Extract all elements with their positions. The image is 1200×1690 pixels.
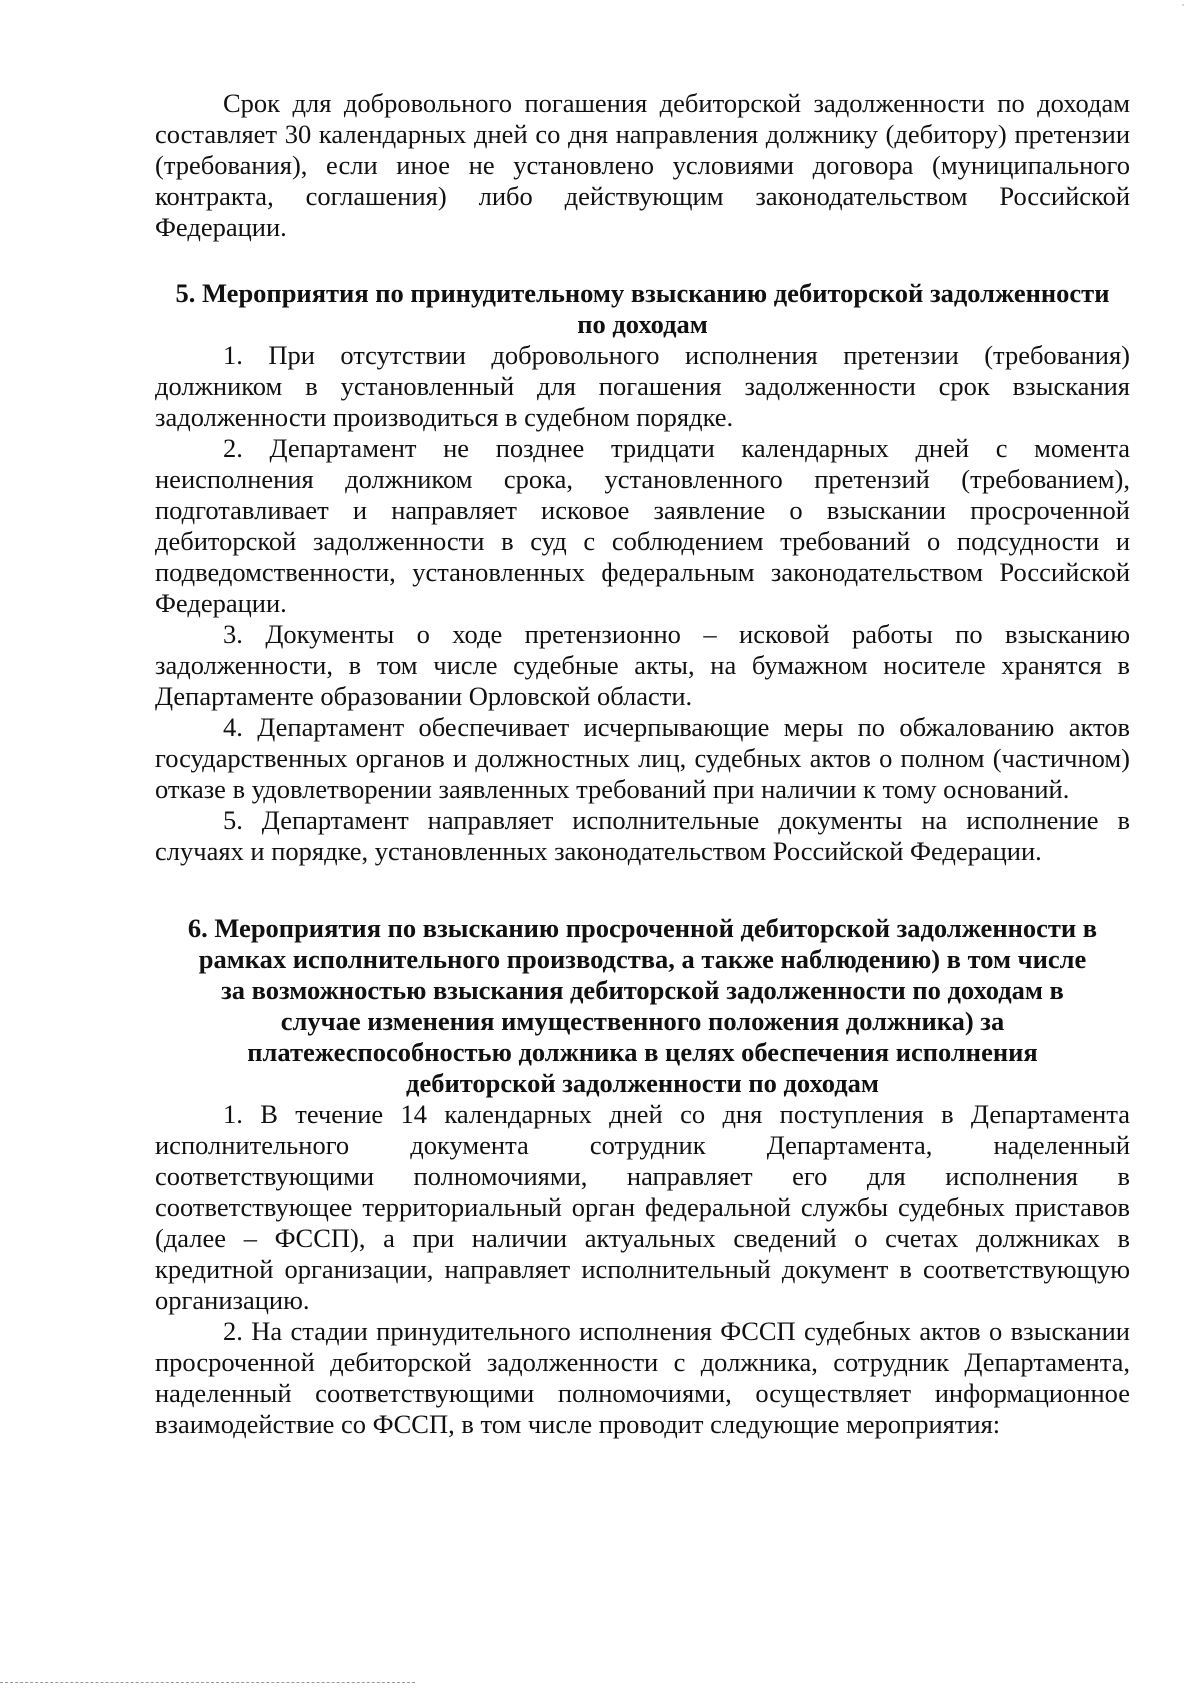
section-5-paragraph-1: 1. При отсутствии добровольного исполнения претензии (требования) должником в установленный для погашения задолженности срок взыскания задолженности производиться в судебном порядке.	[155, 340, 1130, 432]
section-5-paragraph-3: 3. Документы о ходе претензионно – исковой работы по взысканию задолженности, в том числе судебные акты, на бумажном носителе хранятся в Департаменте образовании Орловской области.	[155, 619, 1130, 711]
section-6-paragraph-1: 1. В течение 14 календарных дней со дня поступления в Департамента исполнительного документа сотрудник Департамента, наделенный соответствующими полномочиями, направляет его для исполнения в соответствующее территориальный орган федеральной службы судебных приставов (далее – ФССП), а при наличии актуальных сведений о счетах должниках в кредитной организации, направляет исполнительный документ в соответствующую организацию.	[155, 1099, 1130, 1315]
section-5-heading: 5. Мероприятия по принудительному взысканию дебиторской задолженности по доходам	[175, 278, 1110, 339]
section-6-heading: 6. Мероприятия по взысканию просроченной дебиторской задолженности в рамках исполнительного производства, а также наблюдению) в том числе за возможностью взыскания дебиторской задолженности по доходам в случае изменения имущественного положения должника) за платежеспособностью должника в целях обеспечения исполнения дебиторской задолженности по доходам	[187, 913, 1098, 1098]
section-6-paragraph-2: 2. На стадии принудительного исполнения ФССП судебных актов о взыскании просроченной дебиторской задолженности с должника, сотрудник Департамента, наделенный соответствующими полномочиями, осуществляет информационное взаимодействие со ФССП, в том числе проводит следующие мероприятия:	[155, 1316, 1130, 1439]
footer-rule	[0, 1682, 415, 1683]
intro-paragraph: Срок для добровольного погашения дебиторской задолженности по доходам составляет 30 календарных дней со дня направления должнику (дебитору) претензии (требования), если иное не установлено условиями договора (муниципального контракта, соглашения) либо действующим законодательством Российской Федерации.	[155, 88, 1130, 242]
section-5-paragraph-2: 2. Департамент не позднее тридцати календарных дней с момента неисполнения должником срока, установленного претензий (требованием), подготавливает и направляет исковое заявление о взыскании просроченной дебиторской задолженности в суд с соблюдением требований о подсудности и подведомственности, установленных федеральным законодательством Российской Федерации.	[155, 433, 1130, 618]
section-5-paragraph-4: 4. Департамент обеспечивает исчерпывающие меры по обжалованию актов государственных органов и должностных лиц, судебных актов о полном (частичном) отказе в удовлетворении заявленных требований при наличии к тому оснований.	[155, 712, 1130, 804]
section-5-paragraph-5: 5. Департамент направляет исполнительные документы на исполнение в случаях и порядке, установленных законодательством Российской Федерации.	[155, 805, 1130, 866]
document-body	[155, 88, 1130, 1440]
scan-speck	[1182, 4, 1184, 6]
